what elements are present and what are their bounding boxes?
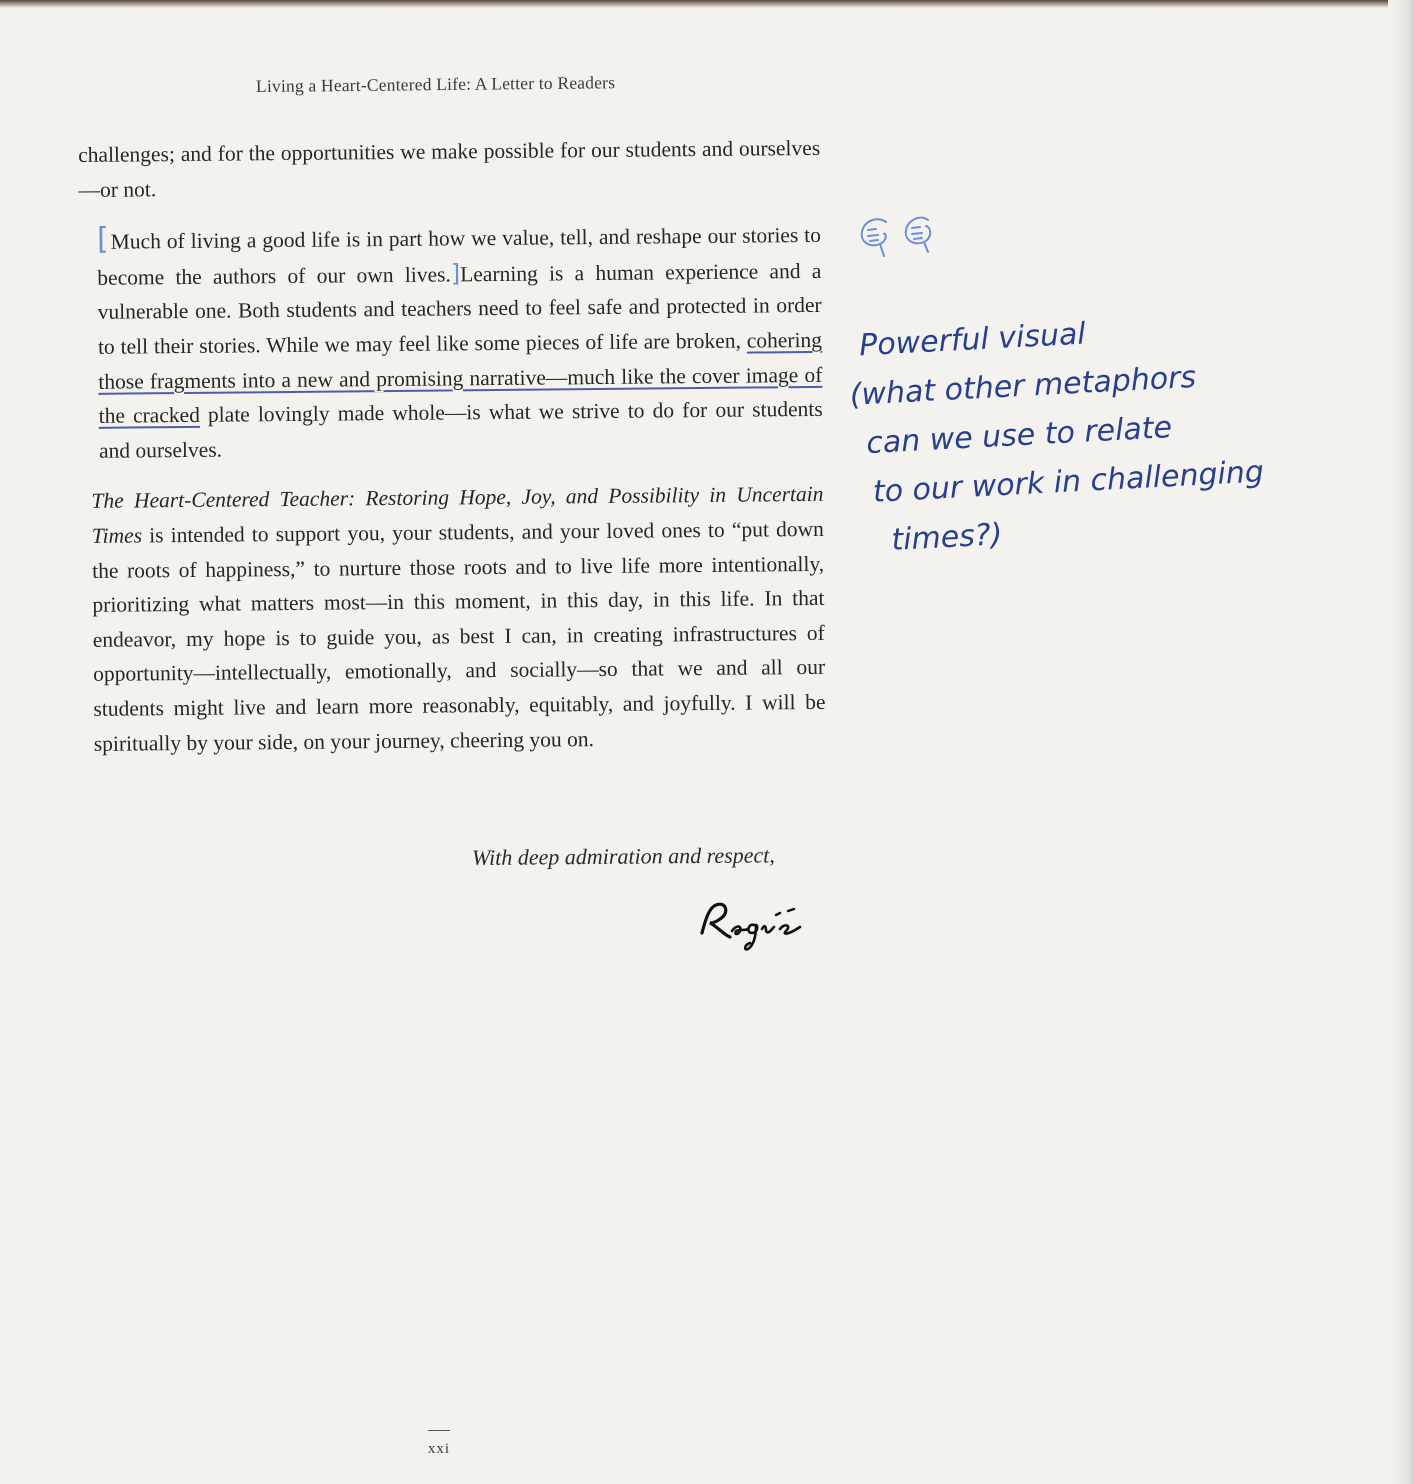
margin-note-line: can we use to relate xyxy=(865,410,1173,462)
underlined-passage: cohering those fragments into a new and promising narrative—much like the cover image of the cracked xyxy=(98,327,823,428)
bracketed-sentence: Much of living a good life is in part how we value, tell, and reshape our stories to become the authors of our own lives. xyxy=(97,223,822,290)
smiley-face-icons xyxy=(856,212,946,260)
paragraph-text: is intended to support you, your students, and your loved ones to “put down the roots of happiness,” to nurture those roots and to live life more intentionally, prioritizing what matters most—in this moment, in this day, in this life. In that endeavor, my hope is to guide you, as best I can, in creating infrastructures of opportunity—intellectually, emotionally, and socially—so that we and all our students might live and learn more reasonably, equitably, and joyfully. I will be spiritually by your side, on your journey, cheering you on. xyxy=(92,516,826,756)
page-number-rule xyxy=(428,1430,450,1431)
paragraph-text: plate lovingly made whole—is what we strive to do for our students and ourselves. xyxy=(98,397,823,463)
page-right-edge xyxy=(1388,0,1414,1484)
margin-note-line: Powerful visual xyxy=(858,316,1087,364)
paragraph-living-good-life xyxy=(97,216,823,468)
page-number xyxy=(424,1430,454,1458)
margin-note-line: times?) xyxy=(890,517,1004,558)
page-top-edge xyxy=(0,0,1414,8)
signature-image xyxy=(696,895,816,955)
paragraph-text: Learning is a human experience and a vulnerable one. Both students and teachers need to feel safe and protected in order to tell their stories. While we may feel like some pieces of life are broken, xyxy=(97,258,822,359)
page-number-text: xxi xyxy=(427,1441,451,1457)
margin-note-line: to our work in challenging xyxy=(872,454,1265,510)
paragraph-continuation: challenges; and for the opportunities we make possible for our students and ourselves—or not. xyxy=(78,135,821,202)
bracket-close-mark: ] xyxy=(450,259,461,288)
running-head: Living a Heart-Centered Life: A Letter to Readers xyxy=(255,72,616,96)
margin-note-line: (what other metaphors xyxy=(848,359,1197,413)
bracket-open-mark: [ xyxy=(96,221,109,258)
body-text xyxy=(78,131,826,777)
closing-line: With deep admiration and respect, xyxy=(471,842,775,870)
paragraph-book-intent xyxy=(91,477,826,761)
handwritten-margin-note xyxy=(846,295,1378,567)
book-title: The Heart-Centered Teacher: Restoring Hope, Joy, and Possibility in Uncertain Times xyxy=(91,482,824,548)
